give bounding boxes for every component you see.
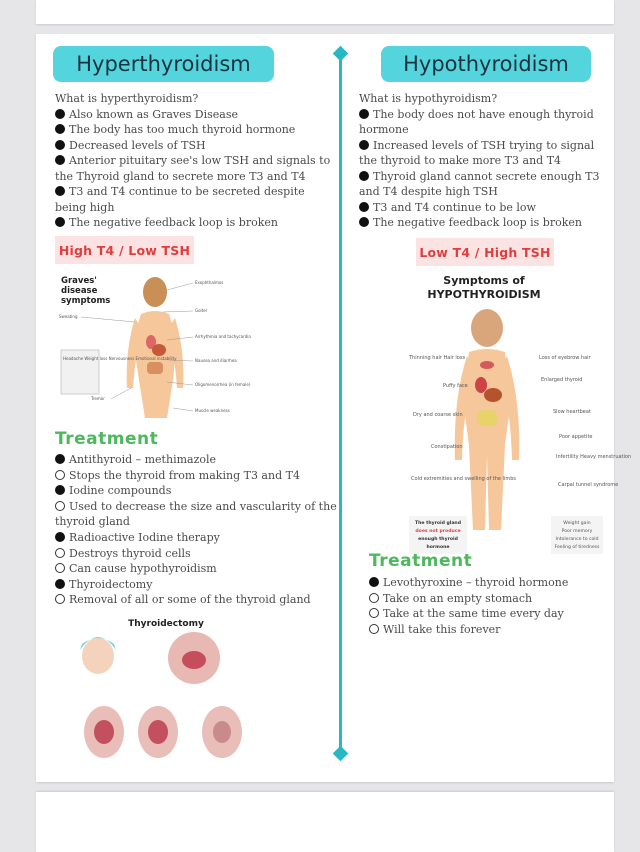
- circle-icon: [55, 548, 65, 558]
- divider-diamond-bottom: [333, 746, 349, 762]
- list-item: The negative feedback loop is broken: [359, 215, 604, 231]
- bullet-icon: [359, 171, 369, 181]
- graves-label: Headache Weight loss Nervousness Emotional instability: [63, 356, 177, 361]
- list-item: Decreased levels of TSH: [55, 138, 337, 154]
- patient-head-shape: [82, 638, 114, 674]
- hypo-label: Puffy face: [443, 383, 468, 389]
- hypo-lab-tag: Low T4 / High TSH: [416, 238, 554, 266]
- gland-shape: [213, 721, 231, 743]
- head-shape: [471, 309, 503, 347]
- head-shape: [143, 277, 167, 307]
- bullet-icon: [359, 217, 369, 227]
- graves-label: Goiter: [195, 308, 208, 313]
- hypo-figure-title-2: HYPOTHYROIDISM: [427, 288, 541, 301]
- list-item: Destroys thyroid cells: [55, 546, 337, 562]
- hypo-box-text: does not produce: [415, 529, 461, 534]
- thyroid-shape: [480, 361, 494, 369]
- hyper-question: What is hyperthyroidism?: [55, 92, 199, 105]
- thyroidectomy-figure: [76, 614, 256, 774]
- divider-diamond-top: [333, 46, 349, 62]
- hyperthyroidism-title: Hyperthyroidism: [53, 46, 274, 82]
- hypo-label: Poor appetite: [559, 434, 593, 440]
- graves-label: Exophthalmos: [195, 280, 224, 285]
- list-item: Removal of all or some of the thyroid gland: [55, 592, 337, 608]
- bullet-icon: [55, 124, 65, 134]
- study-page: [36, 34, 632, 782]
- next-page: [36, 792, 614, 852]
- bullet-icon: [55, 186, 65, 196]
- bullet-icon: [55, 155, 65, 165]
- hypothyroidism-figure: [369, 270, 632, 550]
- hypo-question: What is hypothyroidism?: [359, 92, 498, 105]
- gland-shape: [148, 720, 168, 744]
- bullet-icon: [55, 109, 65, 119]
- thyroidectomy-title: Thyroidectomy: [128, 619, 204, 629]
- hypo-facts: [359, 91, 604, 231]
- list-item: Antithyroid – methimazole: [55, 452, 337, 468]
- bullet-icon: [369, 577, 379, 587]
- organ-shape: [477, 410, 497, 426]
- list-item: The body has too much thyroid hormone: [55, 122, 337, 138]
- organ-shape: [147, 362, 163, 374]
- hyper-facts: [55, 91, 337, 231]
- bullet-icon: [55, 532, 65, 542]
- list-item: Iodine compounds: [55, 483, 337, 499]
- list-item: Levothyroxine – thyroid hormone: [369, 575, 609, 591]
- hypo-box-text: Feeling of tiredness: [554, 545, 600, 550]
- circle-icon: [369, 624, 379, 634]
- list-item: T3 and T4 continue to be secreted despite being high: [55, 185, 305, 214]
- hypo-treatment-heading: Treatment: [369, 551, 473, 571]
- graves-label: Oligomenorrhea (in female): [195, 382, 251, 387]
- hypo-box-text: Intolerance to cold: [555, 537, 599, 542]
- organ-shape: [475, 377, 487, 393]
- bullet-icon: [359, 140, 369, 150]
- hypo-box-text: hormone: [426, 545, 450, 550]
- hypo-label: Enlarged thyroid: [541, 377, 583, 383]
- list-item: Increased levels of TSH trying to signal the thyroid to make more T3 and T4: [359, 138, 595, 167]
- organ-shape: [152, 344, 166, 356]
- list-item: Take on an empty stomach: [369, 591, 609, 607]
- list-item: T3 and T4 continue to be low: [359, 200, 604, 216]
- graves-label: Arrhythmia and tachycardia: [195, 334, 251, 339]
- graves-title-2: disease: [61, 286, 98, 296]
- graves-label: Nausea and diarrhea: [195, 358, 237, 363]
- graves-disease-figure: [55, 270, 251, 420]
- hypo-treatment-list: [369, 575, 609, 637]
- list-item: Stops the thyroid from making T3 and T4: [55, 468, 337, 484]
- list-item: Anterior pituitary see's low TSH and signals to the Thyroid gland to secrete more T3 and T4: [55, 154, 331, 183]
- hyper-treatment-heading: Treatment: [55, 429, 159, 449]
- previous-page: [36, 0, 614, 24]
- bullet-icon: [55, 579, 65, 589]
- circle-icon: [369, 593, 379, 603]
- graves-title-3: symptoms: [61, 296, 111, 306]
- hypo-label: Dry and coarse skin: [413, 412, 463, 418]
- bullet-icon: [55, 217, 65, 227]
- list-item: Used to decrease the size and vascularity of the thyroid gland: [55, 499, 337, 529]
- hypo-label: Slow heartbeat: [553, 409, 591, 415]
- circle-icon: [369, 608, 379, 618]
- list-item: Thyroid gland cannot secrete enough T3 and T4 despite high TSH: [359, 169, 600, 198]
- bullet-icon: [359, 109, 369, 119]
- bullet-icon: [55, 454, 65, 464]
- organ-shape: [484, 388, 502, 402]
- circle-icon: [55, 501, 65, 511]
- hypo-label: Infertility Heavy menstruation: [556, 454, 632, 460]
- hypo-label: Carpal tunnel syndrome: [558, 482, 619, 488]
- hyper-treatment-list: [55, 452, 337, 608]
- hypo-box-text: enough thyroid: [418, 537, 458, 542]
- graves-label: Tremor: [91, 396, 105, 401]
- list-item: Radioactive Iodine therapy: [55, 530, 337, 546]
- circle-icon: [55, 470, 65, 480]
- center-divider: [339, 54, 342, 754]
- circle-icon: [55, 563, 65, 573]
- hypothyroidism-title: Hypothyroidism: [381, 46, 591, 82]
- list-item: Also known as Graves Disease: [55, 107, 337, 123]
- gland-shape: [94, 720, 114, 744]
- hypo-box-text: The thyroid gland: [415, 521, 461, 526]
- list-item: Will take this forever: [369, 622, 609, 638]
- bullet-icon: [359, 202, 369, 212]
- list-item: The body does not have enough thyroid hormone: [359, 107, 594, 136]
- hypo-label: Loss of eyebrow hair: [539, 355, 591, 361]
- list-item: Thyroidectomy: [55, 577, 337, 593]
- bullet-icon: [55, 140, 65, 150]
- graves-label: Muscle weakness: [195, 408, 230, 413]
- hypo-label: Constipation: [431, 444, 463, 450]
- graves-label: Sweating: [59, 314, 78, 319]
- hypo-label: Cold extremities and swelling of the limbs: [411, 476, 517, 482]
- hypo-box-text: Poor memory: [561, 529, 593, 534]
- circle-icon: [55, 594, 65, 604]
- graves-title-1: Graves': [61, 276, 97, 286]
- hypo-figure-title-1: Symptoms of: [443, 274, 525, 287]
- hypo-box-text: Weight gain: [563, 521, 591, 526]
- hyper-lab-tag: High T4 / Low TSH: [55, 236, 194, 264]
- list-item: Take at the same time every day: [369, 606, 609, 622]
- bullet-icon: [55, 485, 65, 495]
- hypo-label: Thinning hair Hair loss: [409, 355, 466, 361]
- list-item: Can cause hypothyroidism: [55, 561, 337, 577]
- list-item: The negative feedback loop is broken: [55, 215, 337, 231]
- gland-shape: [182, 651, 206, 669]
